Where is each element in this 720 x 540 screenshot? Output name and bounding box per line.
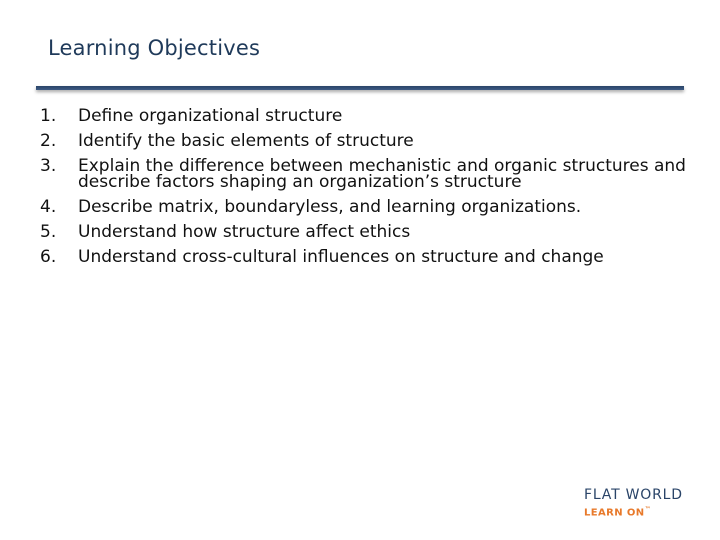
list-item xyxy=(40,199,700,215)
list-item xyxy=(40,158,700,190)
list-item-text: Define organizational structure xyxy=(78,106,343,126)
slide-title: Learning Objectives xyxy=(48,36,261,60)
list-item-number: 6. xyxy=(40,247,57,267)
list-item-text: Understand cross-cultural influences on structure and change xyxy=(78,247,604,267)
objectives-list xyxy=(40,108,700,274)
list-item xyxy=(40,224,700,240)
list-item xyxy=(40,249,700,265)
logo-line-2 xyxy=(584,503,683,519)
list-item-text: Describe matrix, boundaryless, and learning organizations. xyxy=(78,197,582,217)
logo-line-2-text: LEARN ON xyxy=(584,507,645,519)
list-item-number: 3. xyxy=(40,156,57,176)
list-item-number: 5. xyxy=(40,222,57,242)
list-item-text: Understand how structure affect ethics xyxy=(78,222,411,242)
logo-line-1: FLAT WORLD xyxy=(584,487,683,503)
list-item-number: 2. xyxy=(40,131,57,151)
list-item xyxy=(40,133,700,149)
title-divider xyxy=(36,86,684,90)
flat-world-logo xyxy=(584,488,683,519)
list-item-number: 4. xyxy=(40,197,57,217)
list-item xyxy=(40,108,700,124)
list-item-text: Identify the basic elements of structure xyxy=(78,131,414,151)
list-item-number: 1. xyxy=(40,106,57,126)
trademark-mark: ™ xyxy=(644,506,651,513)
list-item-text: Explain the difference between mechanistic and organic structures and describe factors shaping an organization’s structure xyxy=(78,156,686,192)
